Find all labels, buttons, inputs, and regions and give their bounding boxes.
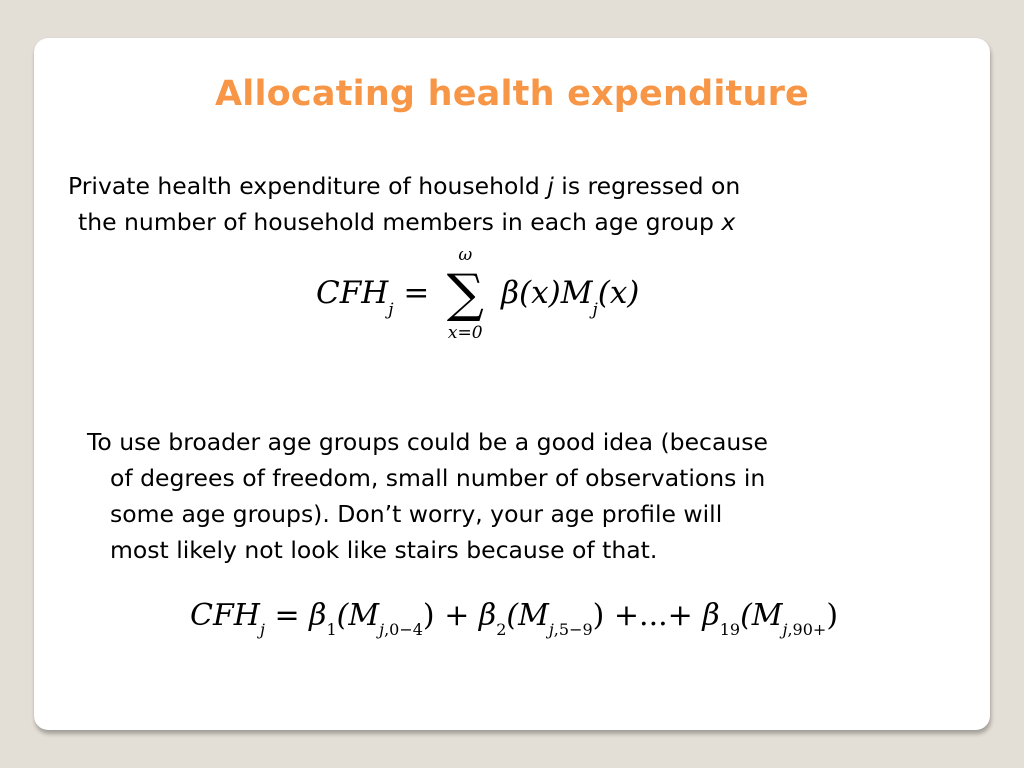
note-paragraph — [87, 424, 987, 568]
sum-symbol: ∑ — [446, 264, 484, 324]
regression-equation — [316, 245, 640, 343]
eq2-equals: = — [274, 598, 300, 633]
beta-19-subscript: 19 — [719, 620, 741, 639]
beta-19: β — [702, 598, 720, 633]
eq-lhs-subscript: j — [388, 300, 394, 320]
intro-text: the number of household members in each age group — [78, 208, 722, 236]
eq2-lhs: CFH — [190, 598, 260, 633]
term-1-sub-j: j — [379, 620, 385, 639]
term-3-sub-range: ,90+ — [787, 620, 827, 639]
term-2-m: (M — [506, 598, 549, 633]
eq-term: β(x)M — [501, 275, 593, 311]
intro-text: is regressed on — [553, 172, 741, 200]
beta-1: β — [309, 598, 327, 633]
note-line-4: most likely not look like stairs because of that. — [110, 536, 658, 564]
variable-j: j — [547, 172, 554, 200]
term-1-close: ) — [422, 598, 435, 633]
intro-line-1 — [68, 168, 968, 204]
ellipsis: +...+ — [613, 598, 693, 633]
term-3-sub-j: j — [782, 620, 788, 639]
term-3-m: (M — [740, 598, 783, 633]
eq-term-tail: (x) — [597, 275, 640, 311]
beta-1-subscript: 1 — [326, 620, 337, 639]
variable-x: x — [721, 208, 736, 236]
beta-2-subscript: 2 — [496, 620, 507, 639]
term-2-sub-j: j — [548, 620, 554, 639]
intro-paragraph — [68, 168, 968, 240]
term-3-close: ) — [826, 598, 839, 633]
intro-line-2 — [68, 204, 968, 240]
term-1-sub-range: ,0−4 — [384, 620, 423, 639]
eq-lhs: CFH — [316, 275, 389, 311]
eq-equals: = — [403, 275, 430, 311]
term-2-sub-range: ,5−9 — [553, 620, 593, 639]
age-group-equation — [190, 596, 838, 640]
beta-2: β — [478, 598, 497, 633]
plus-sign: + — [444, 598, 470, 633]
intro-text: Private health expenditure of household — [68, 172, 548, 200]
sum-lower-limit: x=0 — [447, 323, 483, 343]
eq-term-subscript: j — [592, 300, 598, 320]
sum-upper-limit: ω — [458, 245, 473, 265]
note-line-1: To use broader age groups could be a good idea (because — [87, 428, 768, 456]
note-line-3: some age groups). Don’t worry, your age profile will — [110, 500, 723, 528]
summation — [439, 245, 491, 343]
term-2-close: ) — [592, 598, 605, 633]
eq2-lhs-subscript: j — [259, 620, 265, 639]
term-1-m: (M — [336, 598, 380, 633]
note-line-2: of degrees of freedom, small number of observations in — [110, 464, 766, 492]
slide-title: Allocating health expenditure — [215, 74, 809, 114]
